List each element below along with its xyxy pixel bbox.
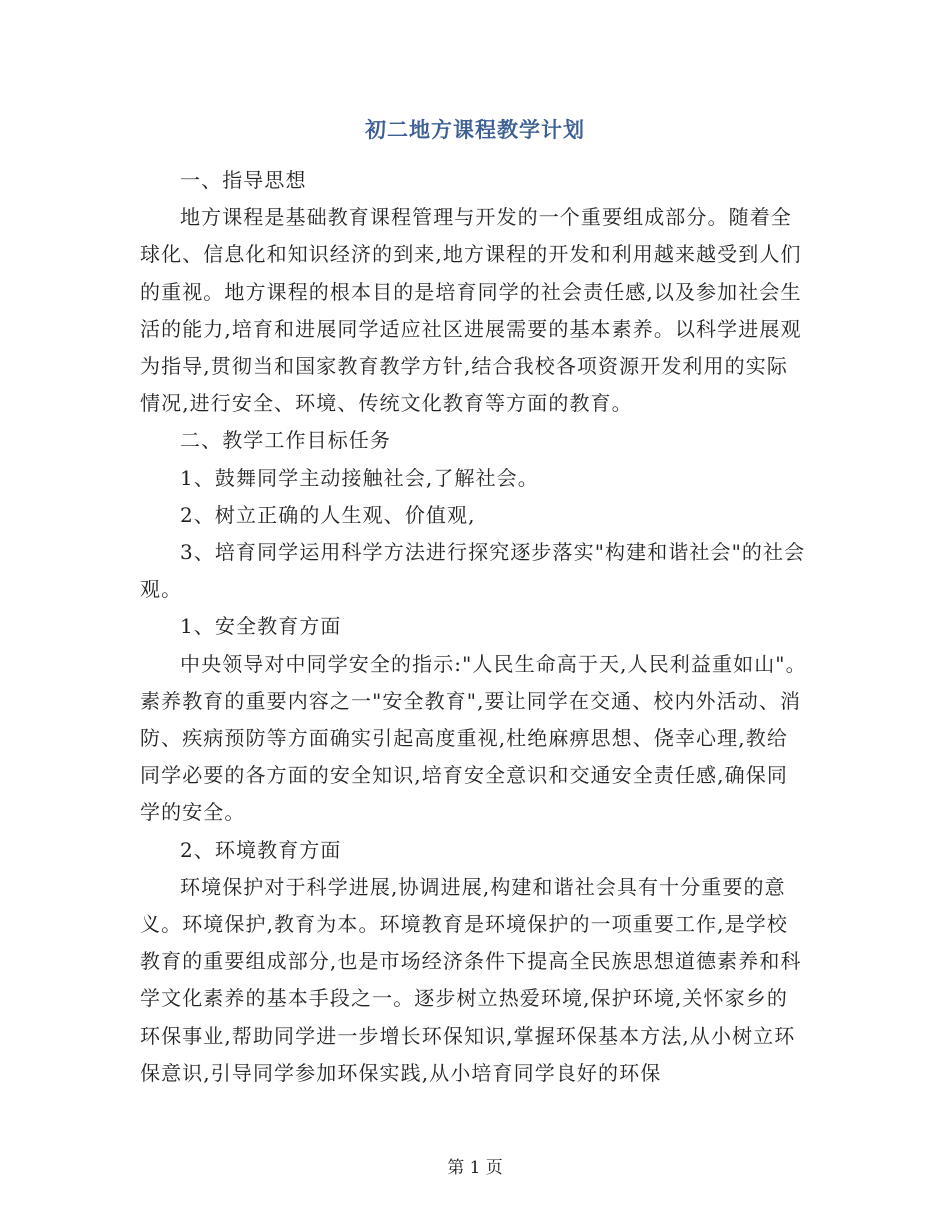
paragraph-guiding-thought: 地方课程是基础教育课程管理与开发的一个重要组成部分。随着全球化、信息化和知识经济的到来,地方课程的开发和利用越来越受到人们的重视。地方课程的根本目的是培育同学的社会责任感,以及参加社会生活的能力,培育和进展同学适应社区进展需要的基本素养。以科学进展观为指导,贯彻当和国家教育教学方针,结合我校各项资源开发利用的实际情况,进行安全、环境、传统文化教育等方面的教育。 (140, 205, 802, 416)
section-heading-guiding-thought: 一、指导思想 (180, 168, 307, 192)
paragraph-safety: 中央领导对中同学安全的指示:"人民生命高于天,人民利益重如山"。素养教育的重要内容之一"安全教育",要让同学在交通、校内外活动、消防、疾病预防等方面确实引起高度重视,杜绝麻痹思想、侥幸心理,教给同学必要的各方面的安全知识,培育安全意识和交通安全责任感,确保同学的安全。 (140, 651, 807, 825)
goal-item-2: 2、树立正确的人生观、价值观, (180, 502, 476, 527)
page-number: 第 1 页 (447, 1158, 503, 1178)
subsection-heading-environment: 2、环境教育方面 (180, 837, 342, 862)
goal-item-3: 3、培育同学运用科学方法进行探究逐步落实"构建和谐社会"的社会观。 (140, 540, 806, 602)
section-heading-teaching-goals: 二、教学工作目标任务 (180, 428, 391, 453)
document-body (140, 162, 808, 1092)
goal-item-1: 1、鼓舞同学主动接触社会,了解社会。 (180, 465, 539, 490)
subsection-heading-safety: 1、安全教育方面 (180, 614, 342, 639)
document-title: 初二地方课程教学计划 (365, 117, 585, 142)
paragraph-environment: 环境保护对于科学进展,协调进展,构建和谐社会具有十分重要的意义。环境保护,教育为本。环境教育是环境保护的一项重要工作,是学校教育的重要组成部分,也是市场经济条件下提高全民族思想道德素养和科学文化素养的基本手段之一。逐步树立热爱环境,保护环境,关怀家乡的环保事业,帮助同学进一步增长环保知识,掌握环保基本方法,从小树立环保意识,引导同学参加环保实践,从小培育同学良好的环保 (140, 874, 802, 1085)
